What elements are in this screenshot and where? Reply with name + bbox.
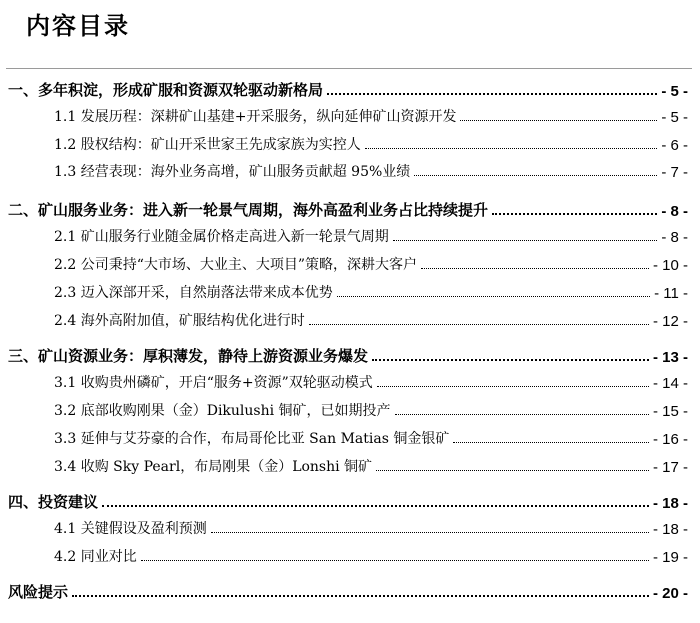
dot-leader (376, 470, 649, 471)
toc-subsection-1-2[interactable] (54, 132, 688, 154)
toc-page-number: - 11 - (654, 285, 688, 302)
toc-subsection-label: 2.4 海外高附加值，矿服结构优化进行时 (54, 313, 305, 329)
toc-section-label: 三、矿山资源业务：厚积薄发，静待上游资源业务爆发 (8, 347, 369, 365)
toc-subsection-3-2[interactable] (54, 398, 688, 420)
toc-page-number: - 12 - (652, 313, 688, 330)
toc-page-number: - 6 - (661, 137, 688, 154)
toc-subsection-label: 4.2 同业对比 (54, 549, 137, 565)
dot-leader (365, 148, 658, 149)
toc-subsection-label: 2.3 迈入深部开采，自然崩落法带来成本优势 (54, 285, 333, 301)
toc-page-number: - 20 - (652, 585, 688, 602)
toc-page-number: - 16 - (652, 431, 688, 448)
dot-leader (337, 296, 650, 297)
toc-page-number: - 19 - (652, 549, 688, 566)
toc-subsection-2-4[interactable] (54, 308, 688, 330)
toc-page-number: - 5 - (661, 109, 688, 126)
toc-subsection-3-3[interactable] (54, 426, 688, 448)
dot-leader (453, 442, 649, 443)
toc-subsection-1-3[interactable] (54, 159, 688, 181)
toc-page-number: - 17 - (652, 459, 688, 476)
toc-subsection-2-2[interactable] (54, 252, 688, 274)
toc-page-number: - 14 - (652, 375, 688, 392)
toc-page-number: - 18 - (652, 521, 688, 538)
toc-subsection-label: 2.1 矿山服务行业随金属价格走高进入新一轮景气周期 (54, 229, 389, 245)
toc-page-number: - 10 - (652, 257, 688, 274)
dot-leader (309, 324, 649, 325)
dot-leader (421, 268, 649, 269)
dot-leader (414, 175, 657, 176)
toc-section-4[interactable] (8, 490, 688, 512)
toc-subsection-2-3[interactable] (54, 280, 688, 302)
dot-leader (395, 414, 649, 415)
toc-page-number: - 18 - (652, 495, 688, 512)
toc-title: 内容目录 (26, 12, 130, 40)
toc-section-label: 四、投资建议 (8, 493, 99, 511)
toc-subsection-3-4[interactable] (54, 454, 688, 476)
dot-leader (327, 93, 657, 95)
toc-subsection-label: 1.3 经营表现：海外业务高增，矿山服务贡献超 95%业绩 (54, 164, 411, 180)
toc-page-number: - 8 - (661, 203, 688, 220)
toc-subsection-4-2[interactable] (54, 544, 688, 566)
dot-leader (377, 386, 649, 387)
toc-subsection-label: 4.1 关键假设及盈利预测 (54, 521, 207, 537)
dot-leader (393, 240, 658, 241)
dot-leader (211, 532, 649, 533)
toc-page-number: - 13 - (652, 349, 688, 366)
toc-subsection-label: 1.1 发展历程：深耕矿山基建+开采服务，纵向延伸矿山资源开发 (54, 109, 457, 125)
toc-page-number: - 7 - (661, 164, 688, 181)
toc-section-1[interactable] (8, 78, 688, 100)
toc-subsection-label: 3.3 延伸与艾芬豪的合作，布局哥伦比亚 San Matias 铜金银矿 (54, 431, 450, 447)
dot-leader (72, 595, 649, 597)
toc-subsection-1-1[interactable] (54, 104, 688, 126)
toc-subsection-3-1[interactable] (54, 370, 688, 392)
toc-subsection-label: 3.1 收购贵州磷矿，开启“服务+资源”双轮驱动模式 (54, 375, 373, 391)
dot-leader (372, 359, 649, 361)
toc-subsection-label: 3.2 底部收购刚果（金）Dikulushi 铜矿，已如期投产 (54, 403, 391, 419)
toc-page-number: - 15 - (652, 403, 688, 420)
toc-section-label: 二、矿山服务业务：进入新一轮景气周期，海外高盈利业务占比持续提升 (8, 201, 489, 219)
toc-subsection-label: 2.2 公司秉持“大市场、大业主、大项目”策略，深耕大客户 (54, 257, 418, 273)
toc-section-2[interactable] (8, 198, 688, 220)
toc-subsection-4-1[interactable] (54, 516, 688, 538)
toc-subsection-2-1[interactable] (54, 224, 688, 246)
dot-leader (141, 560, 649, 561)
toc-section-label: 一、多年积淀，形成矿服和资源双轮驱动新格局 (8, 81, 324, 99)
dot-leader (492, 213, 657, 215)
dot-leader (102, 505, 649, 507)
toc-subsection-label: 3.4 收购 Sky Pearl，布局刚果（金）Lonshi 铜矿 (54, 459, 373, 475)
title-divider (6, 68, 692, 69)
toc-subsection-label: 1.2 股权结构：矿山开采世家王先成家族为实控人 (54, 137, 361, 153)
toc-section-risk[interactable] (8, 580, 688, 602)
toc-page-number: - 8 - (661, 229, 688, 246)
toc-page-number: - 5 - (661, 83, 688, 100)
toc-section-label: 风险提示 (8, 583, 69, 601)
dot-leader (460, 120, 657, 121)
toc-section-3[interactable] (8, 344, 688, 366)
